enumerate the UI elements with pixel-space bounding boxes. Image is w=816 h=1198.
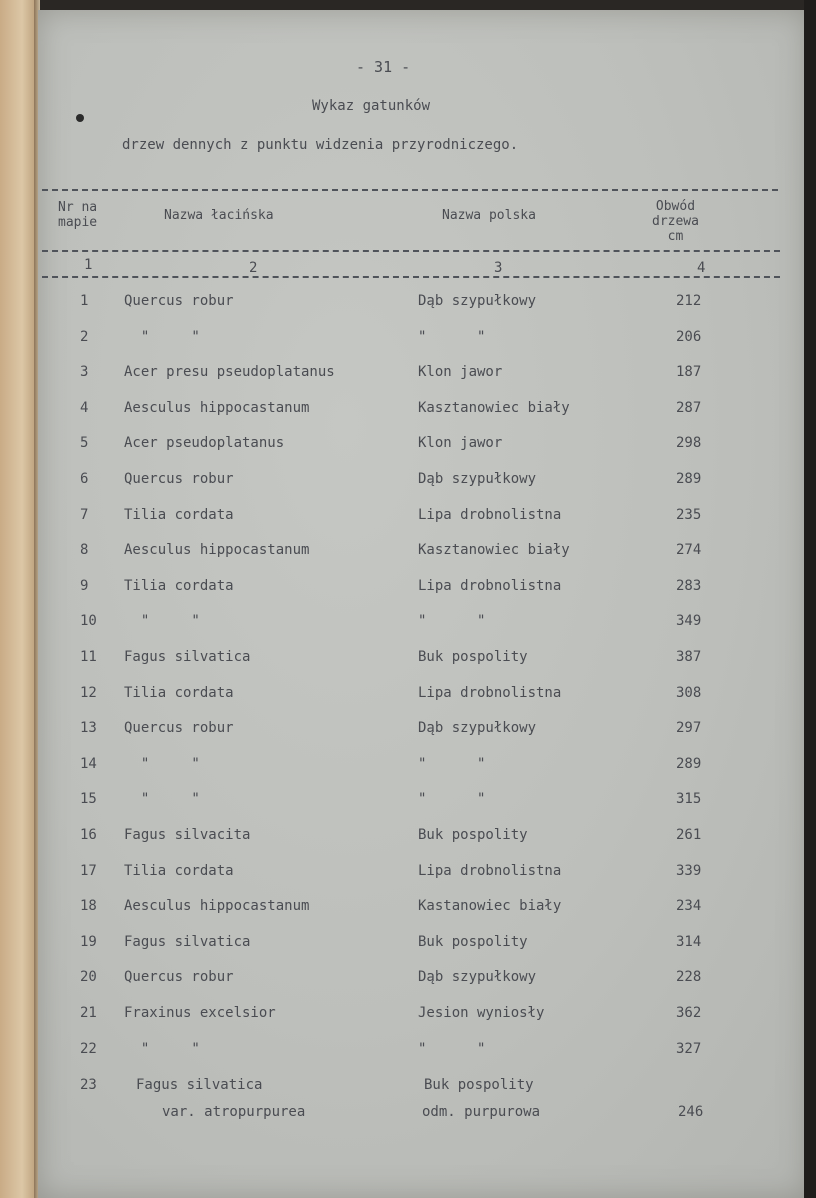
cell-nr: 16 bbox=[80, 827, 97, 843]
cell-obwod: 212 bbox=[676, 293, 702, 309]
header-obwod: Obwód drzewa cm bbox=[652, 199, 699, 244]
punch-hole bbox=[76, 114, 84, 122]
cell-obwod: 315 bbox=[676, 791, 702, 807]
cell-nr: 15 bbox=[80, 791, 97, 807]
cell-polish: Kasztanowiec biały bbox=[418, 542, 570, 558]
table-row bbox=[0, 719, 816, 739]
table-row bbox=[0, 933, 816, 953]
table-row bbox=[0, 862, 816, 882]
cell-nr: 13 bbox=[80, 720, 97, 736]
table-row bbox=[0, 506, 816, 526]
cell-nr: 6 bbox=[80, 471, 89, 487]
cell-nr: 3 bbox=[80, 364, 89, 380]
cell-obwod: 228 bbox=[676, 969, 702, 985]
cell-obwod: 349 bbox=[676, 613, 702, 629]
cell-latin: Fagus silvatica bbox=[124, 649, 251, 665]
cell-polish: Lipa drobnolistna bbox=[418, 685, 562, 701]
cell-obwod: 339 bbox=[676, 863, 702, 879]
table-row bbox=[0, 1076, 816, 1096]
cell-nr: 22 bbox=[80, 1041, 97, 1057]
cell-latin-variety: var. atropurpurea bbox=[162, 1104, 306, 1120]
cell-obwod: 289 bbox=[676, 756, 702, 772]
cell-polish: Klon jawor bbox=[418, 364, 503, 380]
cell-nr: 1 bbox=[80, 293, 89, 309]
cell-polish: Dąb szypułkowy bbox=[418, 720, 537, 736]
cell-polish: Jesion wyniosły bbox=[418, 1005, 545, 1021]
cell-polish: " " bbox=[418, 613, 486, 629]
cell-nr: 9 bbox=[80, 578, 89, 594]
table-row bbox=[0, 1004, 816, 1024]
cell-latin: " " bbox=[124, 1041, 200, 1057]
cell-latin: Tilia cordata bbox=[124, 578, 234, 594]
cell-latin: Fagus silvatica bbox=[124, 934, 251, 950]
cell-latin: Aesculus hippocastanum bbox=[124, 898, 310, 914]
cell-polish: " " bbox=[418, 1041, 486, 1057]
cell-nr: 18 bbox=[80, 898, 97, 914]
cell-obwod: 327 bbox=[676, 1041, 702, 1057]
cell-latin: Aesculus hippocastanum bbox=[124, 400, 310, 416]
cell-obwod: 287 bbox=[676, 400, 702, 416]
table-row bbox=[0, 328, 816, 348]
document-title-line1: Wykaz gatunków bbox=[312, 98, 431, 114]
cell-nr: 8 bbox=[80, 542, 89, 558]
cell-latin: " " bbox=[124, 791, 200, 807]
page-number: - 31 - bbox=[356, 58, 411, 76]
cell-polish: " " bbox=[418, 756, 486, 772]
cell-latin: Tilia cordata bbox=[124, 863, 234, 879]
cell-latin: Quercus robur bbox=[124, 720, 234, 736]
cell-latin: " " bbox=[124, 329, 200, 345]
cell-nr: 20 bbox=[80, 969, 97, 985]
cell-nr: 23 bbox=[80, 1077, 97, 1093]
cell-latin: Quercus robur bbox=[124, 293, 234, 309]
cell-latin: Aesculus hippocastanum bbox=[124, 542, 310, 558]
cell-latin: Acer pseudoplatanus bbox=[124, 435, 285, 451]
cell-polish: Buk pospolity bbox=[418, 827, 528, 843]
header-rule bbox=[42, 250, 780, 252]
cell-obwod: 246 bbox=[678, 1104, 704, 1120]
table-row bbox=[0, 790, 816, 810]
header-latin: Nazwa łacińska bbox=[164, 208, 274, 223]
cell-nr: 19 bbox=[80, 934, 97, 950]
cell-latin: Fagus silvatica bbox=[136, 1077, 263, 1093]
cell-obwod: 308 bbox=[676, 685, 702, 701]
cell-latin: Quercus robur bbox=[124, 969, 234, 985]
cell-obwod: 283 bbox=[676, 578, 702, 594]
cell-nr: 17 bbox=[80, 863, 97, 879]
cell-polish: Buk pospolity bbox=[418, 649, 528, 665]
cell-polish: Klon jawor bbox=[418, 435, 503, 451]
cell-polish: Buk pospolity bbox=[424, 1077, 534, 1093]
cell-polish: Lipa drobnolistna bbox=[418, 863, 562, 879]
cell-latin: Fagus silvacita bbox=[124, 827, 251, 843]
cell-polish-variety: odm. purpurowa bbox=[422, 1104, 541, 1120]
table-row bbox=[0, 968, 816, 988]
cell-polish: Buk pospolity bbox=[418, 934, 528, 950]
cell-polish: Dąb szypułkowy bbox=[418, 293, 537, 309]
cell-obwod: 234 bbox=[676, 898, 702, 914]
cell-nr: 21 bbox=[80, 1005, 97, 1021]
cell-nr: 12 bbox=[80, 685, 97, 701]
table-row bbox=[0, 434, 816, 454]
table-row bbox=[0, 363, 816, 383]
cell-polish: Kastanowiec biały bbox=[418, 898, 562, 914]
cell-latin: Tilia cordata bbox=[124, 507, 234, 523]
table-top-rule bbox=[42, 189, 778, 191]
cell-obwod: 387 bbox=[676, 649, 702, 665]
cell-obwod: 206 bbox=[676, 329, 702, 345]
cell-polish: Dąb szypułkowy bbox=[418, 471, 537, 487]
cell-obwod: 274 bbox=[676, 542, 702, 558]
cell-obwod: 297 bbox=[676, 720, 702, 736]
cell-nr: 5 bbox=[80, 435, 89, 451]
table-row bbox=[0, 541, 816, 561]
table-row-continuation bbox=[0, 1103, 816, 1123]
cell-obwod: 362 bbox=[676, 1005, 702, 1021]
table-row bbox=[0, 755, 816, 775]
cell-obwod: 289 bbox=[676, 471, 702, 487]
table-row bbox=[0, 470, 816, 490]
header-nr: Nr na mapie bbox=[58, 200, 98, 230]
column-number-1: 1 bbox=[84, 257, 93, 273]
cell-polish: Dąb szypułkowy bbox=[418, 969, 537, 985]
cell-latin: Quercus robur bbox=[124, 471, 234, 487]
cell-latin: Fraxinus excelsior bbox=[124, 1005, 276, 1021]
column-number-3: 3 bbox=[494, 260, 503, 276]
cell-polish: Lipa drobnolistna bbox=[418, 507, 562, 523]
cell-obwod: 298 bbox=[676, 435, 702, 451]
cell-latin: Tilia cordata bbox=[124, 685, 234, 701]
column-number-2: 2 bbox=[249, 260, 258, 276]
cell-nr: 4 bbox=[80, 400, 89, 416]
cell-polish: Lipa drobnolistna bbox=[418, 578, 562, 594]
cell-latin: Acer presu pseudoplatanus bbox=[124, 364, 335, 380]
cell-latin: " " bbox=[124, 613, 200, 629]
header-polish: Nazwa polska bbox=[442, 208, 536, 223]
table-row bbox=[0, 612, 816, 632]
document-title-line2: drzew dennych z punktu widzenia przyrodniczego. bbox=[122, 137, 519, 153]
cell-obwod: 314 bbox=[676, 934, 702, 950]
table-row bbox=[0, 648, 816, 668]
cell-obwod: 235 bbox=[676, 507, 702, 523]
cell-nr: 2 bbox=[80, 329, 89, 345]
table-row bbox=[0, 399, 816, 419]
cell-polish: " " bbox=[418, 329, 486, 345]
cell-nr: 14 bbox=[80, 756, 97, 772]
table-row bbox=[0, 897, 816, 917]
cell-nr: 10 bbox=[80, 613, 97, 629]
cell-latin: " " bbox=[124, 756, 200, 772]
table-row bbox=[0, 684, 816, 704]
cell-obwod: 187 bbox=[676, 364, 702, 380]
cell-polish: Kasztanowiec biały bbox=[418, 400, 570, 416]
table-row bbox=[0, 577, 816, 597]
cell-nr: 7 bbox=[80, 507, 89, 523]
cell-obwod: 261 bbox=[676, 827, 702, 843]
cell-nr: 11 bbox=[80, 649, 97, 665]
table-row bbox=[0, 292, 816, 312]
column-number-rule bbox=[42, 276, 780, 278]
cell-polish: " " bbox=[418, 791, 486, 807]
table-row bbox=[0, 1040, 816, 1060]
table-row bbox=[0, 826, 816, 846]
column-number-4: 4 bbox=[697, 260, 706, 276]
